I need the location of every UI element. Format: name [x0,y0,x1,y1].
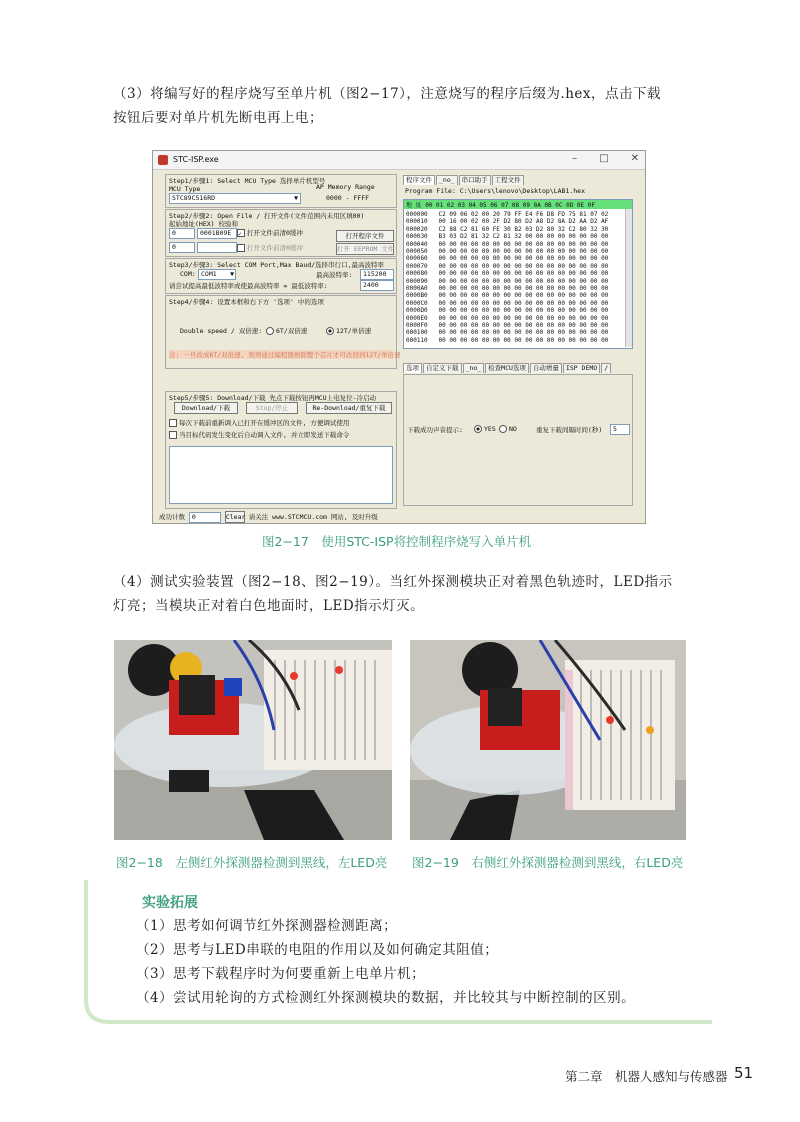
hex-row: 000000 C2 09 06 02 00 20 79 FF E4 F6 D8 FD 75 81 07 02 [406,211,609,218]
hex-row: 0000C0 00 00 00 00 00 00 00 00 00 00 00 00 00 00 00 00 [406,299,609,307]
figure-2-19-caption: 图2−19 右侧红外探测器检测到黑线，右LED亮 [412,855,684,870]
sound-yes-option[interactable] [474,425,496,433]
mcu-type-select[interactable] [169,193,301,204]
step4-group [165,295,401,369]
max-baud-select[interactable] [360,269,394,280]
checksum-field-2 [197,242,237,253]
com-port-select[interactable] [198,269,236,280]
success-count-field: 0 [189,512,221,523]
close-icon[interactable]: ✕ [630,153,639,164]
speed-12t-label: 12T/单倍速 [336,327,372,335]
auto-reload-option[interactable] [169,430,349,439]
clear-button[interactable]: Clear [225,513,246,521]
robot-car-left-photo [114,640,392,840]
ap-range-value: 0000 - FFFF [326,194,370,202]
start-address-input[interactable]: 0 [169,228,195,239]
figure-2-18-photo [114,640,392,840]
stc-isp-window [152,150,646,524]
hex-row: 000100 00 00 00 00 00 00 00 00 00 00 00 00 00 00 00 00 [406,329,609,337]
clear-buffer-option-2[interactable] [237,243,303,252]
clear-buffer-label-2: 打开文件前清0缓冲 [247,244,303,252]
checksum-field: 0001B09E [197,228,237,239]
retry-interval-label: 重复下载间隔时间(秒) [536,426,603,434]
hex-view[interactable] [403,199,633,349]
program-file-path: Program File: C:\Users\lenovo\Desktop\LAB1.hex [405,187,586,195]
double-speed-label: Double speed / 双倍速: [180,327,263,335]
speed-6t-label: 6T/双倍速 [276,327,308,335]
figure-2-18-caption: 图2−18 左侧红外探测器检测到黑线，左LED亮 [116,855,388,870]
tab-auto-increment[interactable]: 自动增量 [530,363,562,373]
step2-group [165,209,397,257]
open-eeprom-file-button[interactable]: 打开 EEPROM 文件 [337,245,395,253]
robot-car-right-photo [410,640,686,840]
decorative-frame-line [80,880,720,1030]
mcu-type-label: MCU Type [169,185,201,193]
step1-group [165,174,397,208]
step4-line2: 灯亮；当模块正对着白色地面时，LED指示灯灭。 [113,598,425,614]
extension-item-2: （2）思考与LED串联的电阻的作用以及如何确定其阻值； [136,942,499,958]
retry-interval-select[interactable] [610,424,630,435]
hex-row: 000070 00 00 00 00 00 00 00 00 00 00 00 00 00 00 00 00 [406,262,609,270]
max-baud-value: 115200 [363,270,387,278]
min-baud-label: 请尝试提高最低波特率或使最高波特率 = 最低波特率: [169,282,328,290]
hex-row: 0000A0 00 00 00 00 00 00 00 00 00 00 00 00 00 00 00 00 [406,285,609,292]
tab-more[interactable]: / [601,363,611,373]
chevron-down-icon: ▼ [294,194,298,202]
log-area[interactable] [169,446,393,504]
hex-row: 000030 B3 03 D2 81 32 C2 81 32 00 00 00 00 00 00 00 00 [406,233,609,241]
extension-item-4: （4）尝试用轮询的方式检测红外探测模块的数据，并比较其与中断控制的区别。 [136,990,636,1006]
window-titlebar [153,151,645,170]
start-address-label: 起始地址(HEX) 校验和 [169,220,238,228]
hex-header [404,200,632,209]
hex-row: 000050 00 00 00 00 00 00 00 00 00 00 00 00 00 00 00 00 [406,248,609,255]
max-baud-label: 最高波特率: [316,271,353,279]
min-baud-value: 2400 [363,281,379,289]
tab-no-2[interactable]: _no_ [463,363,485,373]
step3-paragraph [113,82,703,130]
section-title: 实验拓展 [142,895,198,911]
tab-project-file[interactable]: 工程文件 [492,175,524,185]
tab-serial-assistant[interactable]: 串口助手 [459,175,491,185]
radio-selected-icon [474,425,482,433]
app-icon [158,155,168,165]
radio-selected-icon [326,327,334,335]
maximize-icon[interactable]: □ [599,153,609,164]
radio-icon [499,425,507,433]
step4-paragraph [113,570,703,618]
hex-row: 000090 00 00 00 00 00 00 00 00 00 00 00 00 00 00 00 00 [406,277,609,285]
scrollbar[interactable] [625,209,632,347]
warning-text: 注: 一旦改成6T/双倍速, 则须通过编程器擦除整个芯片才可改回到12T/单倍速 [169,351,401,359]
auto-reload-label: 当目标代码发生变化后自动调入文件, 并立即发送下载命令 [179,431,350,439]
clear-buffer-label: 打开文件前清0缓冲 [247,229,303,237]
clear-buffer-option[interactable] [237,228,303,237]
step1-label: Step1/步骤1: Select MCU Type 选择单片机型号 [169,177,326,185]
step3-label: Step3/步骤3: Select COM Port,Max Baud/选择串行口,最高波特率 [169,261,384,269]
hex-row: 000040 00 00 00 00 00 00 00 00 00 00 00 00 00 00 00 00 [406,240,609,248]
radio-icon [266,327,274,335]
hex-row: 000020 C2 88 C2 81 60 FE 30 B2 03 D2 80 32 C2 80 32 30 [406,225,609,233]
option-tabs [403,363,612,373]
stop-button[interactable]: Stop/停止 [246,402,298,414]
extension-item-1: （1）思考如何调节红外探测器检测距离； [136,918,398,934]
com-label: COM: [180,270,196,278]
download-button[interactable]: Download/下载 [174,402,238,414]
hex-row: 0000F0 00 00 00 00 00 00 00 00 00 00 00 00 00 00 00 00 [406,322,609,329]
reload-before-download-label: 每次下载前重新调入已打开在缓冲区的文件, 方便调试使用 [179,419,350,427]
hex-row: 000010 00 16 00 02 00 2F D2 80 D2 A8 D2 8A D2 AA D2 AF [406,218,609,226]
sound-no-option[interactable] [499,425,517,433]
step3-group [165,258,397,294]
hex-row: 0000E0 00 00 00 00 00 00 00 00 00 00 00 00 00 00 00 00 [406,314,609,322]
status-bar [159,511,395,521]
hex-row: 0000B0 00 00 00 00 00 00 00 00 00 00 00 00 00 00 00 00 [406,292,609,300]
hex-row: 000080 00 00 00 00 00 00 00 00 00 00 00 00 00 00 00 00 [406,270,609,278]
com-port-value: COM1 [201,270,217,278]
reload-before-download-option[interactable] [169,418,349,427]
page-number: 51 [734,1064,754,1082]
warning-banner [169,350,401,359]
hex-row: 000060 00 00 00 00 00 00 00 00 00 00 00 00 00 00 00 00 [406,255,609,263]
speed-6t-option[interactable] [266,326,307,335]
right-tabs [403,175,525,185]
success-count-label: 成功计数 [159,513,185,521]
step3-line2: 按钮后要对单片机先断电再上电； [113,110,323,126]
sound-label: 下载成功声音提示: [407,426,463,434]
step2-label: Step2/步骤2: Open File / 打开文件(文件范围内未用区填00) [169,212,365,220]
mcu-type-value: STC89C516RD [172,194,216,202]
extension-item-3: （3）思考下载程序时为何要重新上电单片机； [136,966,426,982]
checkbox-icon [169,419,177,427]
figure-2-19-photo [410,640,686,840]
ap-range-label: AP Memory Range [316,183,375,191]
hex-row: 0000D0 00 00 00 00 00 00 00 00 00 00 00 00 00 00 00 00 [406,307,609,315]
hex-header-text: 地 址 00 01 02 03 04 05 06 07 08 09 0A 0B 0C 0D 0E 0F [406,202,596,209]
start-address-input-2[interactable]: 0 [169,242,195,253]
redownload-button[interactable]: Re-Download/重复下载 [306,402,392,414]
open-program-file-button[interactable]: 打开程序文件 [336,230,394,242]
step5-group [165,391,397,509]
options-panel [403,374,633,506]
window-title: STC-ISP.exe [173,155,219,164]
window-controls [550,153,639,164]
speed-12t-option[interactable] [326,326,371,335]
tab-custom-download[interactable]: 自定义下载 [423,363,462,373]
tab-program-file[interactable]: 程序文件 [403,175,435,185]
retry-interval-value: 5 [613,425,617,433]
checkbox-icon [169,431,177,439]
figure-2-17-caption: 图2−17 使用STC-ISP将控制程序烧写入单片机 [262,534,532,549]
hex-row: 000110 00 00 00 00 00 00 00 00 00 00 00 00 00 00 00 00 [406,336,609,344]
tab-isp-demo[interactable]: ISP DEMO [563,363,600,373]
chevron-down-icon: ▼ [230,270,234,278]
minimize-icon[interactable]: – [572,153,578,164]
tab-no[interactable]: _no_ [436,175,458,185]
tab-options[interactable]: 选项 [403,363,422,373]
step5-label: Step5/步骤5: Download/下载 先点下载按钮再MCU上电复位-冷启动 [169,394,377,402]
no-label: NO [509,425,517,433]
tab-check-mcu[interactable]: 检查MCU选项 [485,363,529,373]
footer-chapter: 第二章 机器人感知与传感器 [565,1069,728,1084]
yes-label: YES [484,425,496,433]
step4-label: Step4/步骤4: 设置本框和右下方 '选项' 中的选项 [169,298,324,306]
min-baud-select[interactable] [360,280,394,291]
status-link[interactable]: 请关注 www.STCMCU.com 网站, 及时升级 [248,513,378,521]
checkbox-checked-icon: ✓ [237,229,245,237]
step4-line1: （4）测试实验装置（图2−18、图2−19）。当红外探测模块正对着黑色轨迹时，LED指示 [113,574,673,590]
step3-line1: （3）将编写好的程序烧写至单片机（图2−17），注意烧写的程序后缀为.hex，点击下载 [113,86,662,102]
checkbox-icon [237,244,245,252]
